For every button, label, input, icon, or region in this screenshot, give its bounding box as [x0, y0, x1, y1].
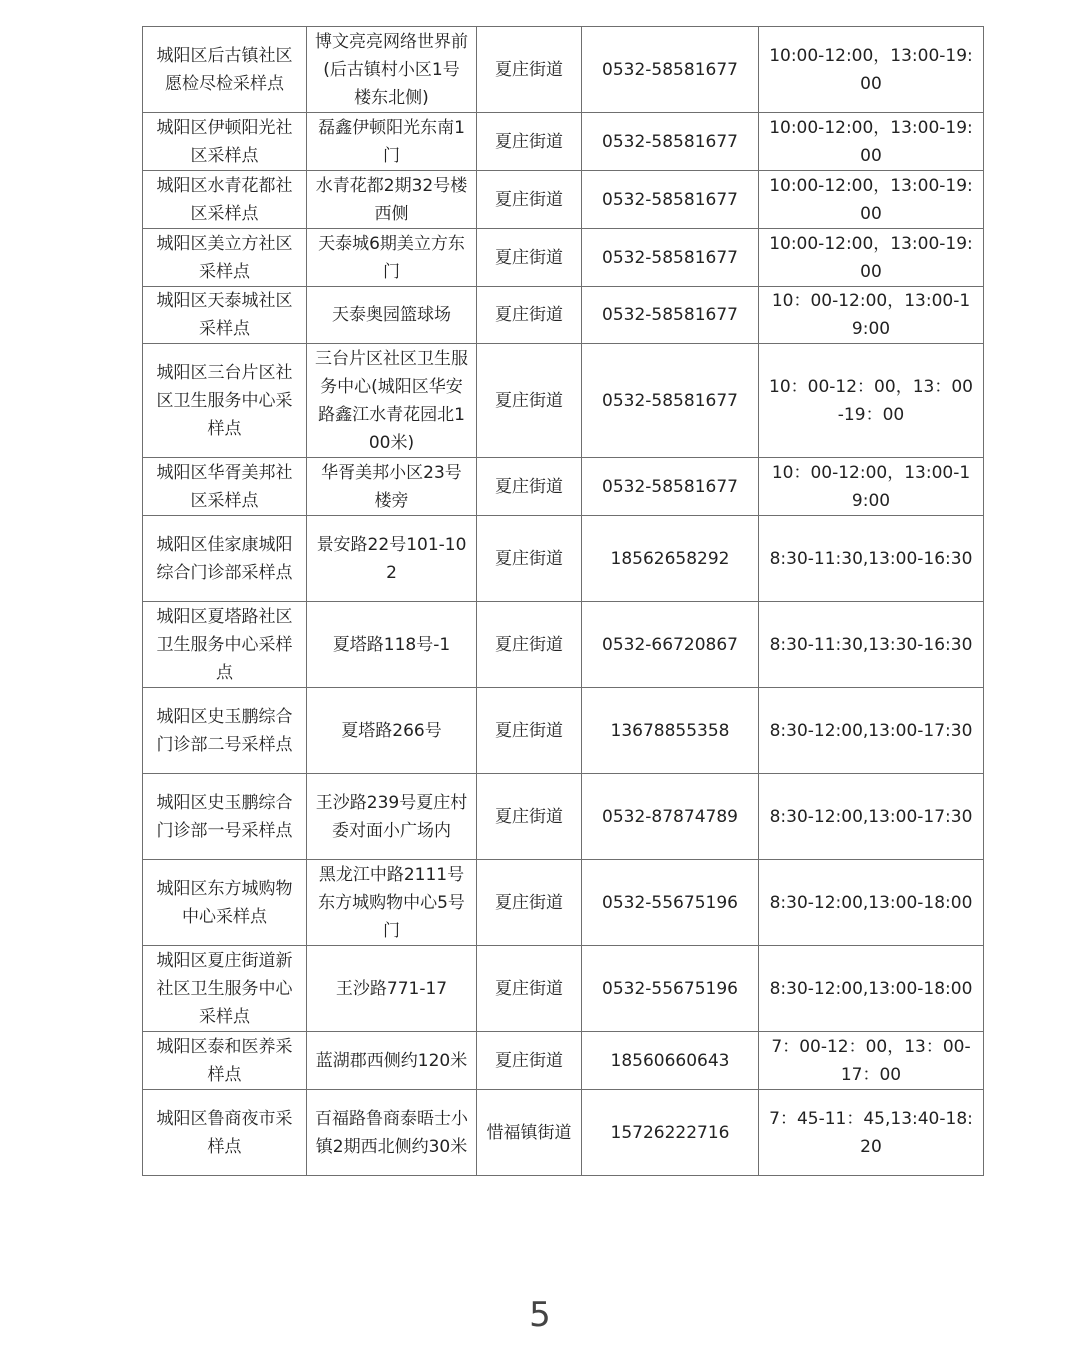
site-name-cell: 城阳区夏塔路社区卫生服务中心采样点 [143, 602, 307, 688]
table-row [143, 287, 984, 344]
address-cell: 黑龙江中路2111号东方城购物中心5号门 [307, 860, 477, 946]
street-cell: 夏庄街道 [477, 27, 582, 113]
hours-cell: 8:30-12:00,13:00-18:00 [759, 860, 984, 946]
site-name-cell: 城阳区史玉鹏综合门诊部一号采样点 [143, 774, 307, 860]
sampling-sites-table-body [143, 27, 984, 1176]
hours-cell: 8:30-11:30,13:30-16:30 [759, 602, 984, 688]
hours-cell: 8:30-12:00,13:00-18:00 [759, 946, 984, 1032]
street-cell: 夏庄街道 [477, 946, 582, 1032]
address-cell: 水青花都2期32号楼西侧 [307, 171, 477, 229]
address-cell: 王沙路239号夏庄村委对面小广场内 [307, 774, 477, 860]
page-number: 5 [529, 1295, 551, 1335]
table-row [143, 1090, 984, 1176]
table-row [143, 774, 984, 860]
street-cell: 夏庄街道 [477, 860, 582, 946]
site-name-cell: 城阳区史玉鹏综合门诊部二号采样点 [143, 688, 307, 774]
street-cell: 夏庄街道 [477, 516, 582, 602]
phone-cell: 0532-58581677 [582, 458, 759, 516]
table-row [143, 688, 984, 774]
address-cell: 天泰奥园篮球场 [307, 287, 477, 344]
address-cell: 天泰城6期美立方东门 [307, 229, 477, 287]
address-cell: 夏塔路266号 [307, 688, 477, 774]
address-cell: 磊鑫伊顿阳光东南1门 [307, 113, 477, 171]
site-name-cell: 城阳区泰和医养采样点 [143, 1032, 307, 1090]
table-row [143, 229, 984, 287]
address-cell: 百福路鲁商泰晤士小镇2期西北侧约30米 [307, 1090, 477, 1176]
phone-cell: 18562658292 [582, 516, 759, 602]
address-cell: 夏塔路118号-1 [307, 602, 477, 688]
address-cell: 华胥美邦小区23号楼旁 [307, 458, 477, 516]
street-cell: 惜福镇街道 [477, 1090, 582, 1176]
hours-cell: 7：45-11：45,13:40-18:20 [759, 1090, 984, 1176]
phone-cell: 0532-58581677 [582, 113, 759, 171]
table-row [143, 344, 984, 458]
phone-cell: 15726222716 [582, 1090, 759, 1176]
site-name-cell: 城阳区华胥美邦社区采样点 [143, 458, 307, 516]
site-name-cell: 城阳区夏庄街道新社区卫生服务中心采样点 [143, 946, 307, 1032]
hours-cell: 8:30-12:00,13:00-17:30 [759, 774, 984, 860]
phone-cell: 0532-55675196 [582, 860, 759, 946]
sampling-sites-table [142, 26, 984, 1176]
table-row [143, 113, 984, 171]
phone-cell: 0532-58581677 [582, 27, 759, 113]
site-name-cell: 城阳区伊顿阳光社区采样点 [143, 113, 307, 171]
phone-cell: 0532-58581677 [582, 344, 759, 458]
phone-cell: 0532-55675196 [582, 946, 759, 1032]
table-row [143, 946, 984, 1032]
table-row [143, 602, 984, 688]
street-cell: 夏庄街道 [477, 229, 582, 287]
site-name-cell: 城阳区天泰城社区采样点 [143, 287, 307, 344]
hours-cell: 10：00-12：00，13：00-19：00 [759, 344, 984, 458]
phone-cell: 0532-87874789 [582, 774, 759, 860]
address-cell: 景安路22号101-102 [307, 516, 477, 602]
table-row [143, 171, 984, 229]
hours-cell: 8:30-11:30,13:00-16:30 [759, 516, 984, 602]
hours-cell: 8:30-12:00,13:00-17:30 [759, 688, 984, 774]
street-cell: 夏庄街道 [477, 171, 582, 229]
table-row [143, 27, 984, 113]
phone-cell: 18560660643 [582, 1032, 759, 1090]
street-cell: 夏庄街道 [477, 458, 582, 516]
hours-cell: 10:00-12:00，13:00-19:00 [759, 27, 984, 113]
site-name-cell: 城阳区水青花都社区采样点 [143, 171, 307, 229]
address-cell: 三台片区社区卫生服务中心(城阳区华安路鑫江水青花园北100米) [307, 344, 477, 458]
address-cell: 王沙路771-17 [307, 946, 477, 1032]
site-name-cell: 城阳区三台片区社区卫生服务中心采样点 [143, 344, 307, 458]
phone-cell: 0532-66720867 [582, 602, 759, 688]
hours-cell: 10:00-12:00，13:00-19:00 [759, 229, 984, 287]
site-name-cell: 城阳区鲁商夜市采样点 [143, 1090, 307, 1176]
address-cell: 博文亮亮网络世界前(后古镇村小区1号楼东北侧) [307, 27, 477, 113]
street-cell: 夏庄街道 [477, 688, 582, 774]
hours-cell: 10：00-12:00，13:00-19:00 [759, 458, 984, 516]
site-name-cell: 城阳区美立方社区采样点 [143, 229, 307, 287]
phone-cell: 0532-58581677 [582, 229, 759, 287]
phone-cell: 0532-58581677 [582, 287, 759, 344]
hours-cell: 10:00-12:00，13:00-19:00 [759, 113, 984, 171]
street-cell: 夏庄街道 [477, 113, 582, 171]
hours-cell: 10：00-12:00，13:00-19:00 [759, 287, 984, 344]
phone-cell: 13678855358 [582, 688, 759, 774]
site-name-cell: 城阳区佳家康城阳综合门诊部采样点 [143, 516, 307, 602]
hours-cell: 7：00-12：00，13：00-17：00 [759, 1032, 984, 1090]
address-cell: 蓝湖郡西侧约120米 [307, 1032, 477, 1090]
site-name-cell: 城阳区后古镇社区愿检尽检采样点 [143, 27, 307, 113]
street-cell: 夏庄街道 [477, 1032, 582, 1090]
table-row [143, 458, 984, 516]
street-cell: 夏庄街道 [477, 602, 582, 688]
street-cell: 夏庄街道 [477, 774, 582, 860]
table-row [143, 1032, 984, 1090]
table-row [143, 516, 984, 602]
table-row [143, 860, 984, 946]
hours-cell: 10:00-12:00，13:00-19:00 [759, 171, 984, 229]
street-cell: 夏庄街道 [477, 287, 582, 344]
site-name-cell: 城阳区东方城购物中心采样点 [143, 860, 307, 946]
street-cell: 夏庄街道 [477, 344, 582, 458]
phone-cell: 0532-58581677 [582, 171, 759, 229]
